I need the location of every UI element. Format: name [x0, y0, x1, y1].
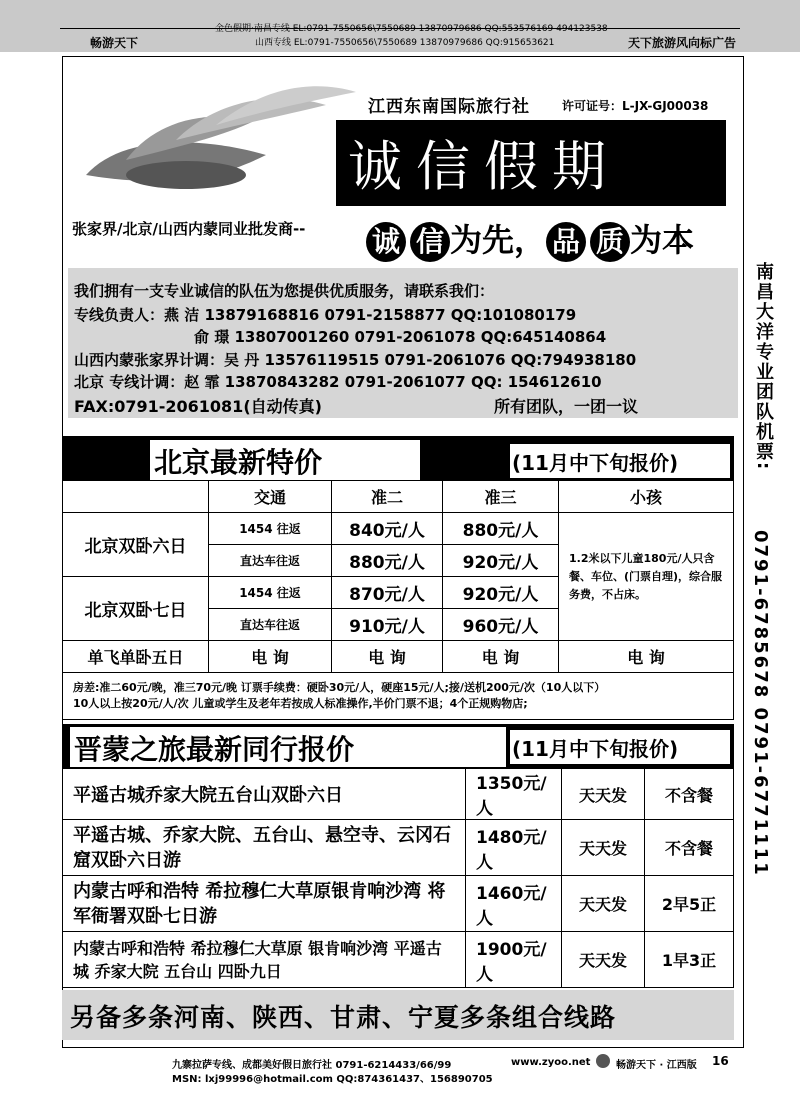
- contact-motto: 所有团队，一团一议: [494, 397, 639, 416]
- transport-cell: 1454 往返: [209, 513, 332, 545]
- beijing-notes: [63, 673, 734, 720]
- price-cell: 1350元/人: [466, 769, 562, 820]
- jinmeng-title: 晋蒙之旅最新同行报价: [74, 733, 355, 766]
- transport-cell: 1454 往返: [209, 577, 332, 609]
- price-cell: 910元/人: [332, 609, 443, 641]
- page-number: 16: [712, 1054, 729, 1068]
- wing-logo: [66, 80, 366, 210]
- price-cell: 960元/人: [443, 609, 559, 641]
- route-cell: 平遥古城、乔家大院、五台山、悬空寺、云冈石窟双卧六日游: [63, 820, 466, 876]
- beijing-period: (11月中下旬报价): [512, 451, 679, 475]
- inquire-cell: 电 询: [559, 641, 734, 673]
- contact-line1: 专线负责人：燕 洁 13879168816 0791-2158877 QQ:101080179: [74, 306, 577, 324]
- slogan-circle-2: 信: [410, 222, 450, 262]
- price-cell: 1480元/人: [466, 820, 562, 876]
- contact-line4: 北京 专线计调：赵 霏 13870843282 0791-2061077 QQ: 154612610: [74, 373, 602, 391]
- contact-fax: FAX:0791-2061081(自动传真): [74, 397, 322, 416]
- beijing-title: 北京最新特价: [154, 446, 323, 479]
- beijing-note1: 房差:准二60元/晚，准三70元/晚 订票手续费：硬卧30元/人，硬座15元/人;接/送机200元/次（10人以下）: [73, 681, 606, 694]
- freq-cell: 天天发: [562, 769, 645, 820]
- price-cell: 1460元/人: [466, 876, 562, 932]
- price-cell: 920元/人: [443, 577, 559, 609]
- jinmeng-period: (11月中下旬报价): [512, 737, 679, 761]
- contact-line3: 山西内蒙张家界计调：吴 丹 13576119515 0791-2061076 QQ:794938180: [74, 351, 637, 369]
- side-text-2: 0791-6785678 0791-6771111: [750, 530, 771, 877]
- footer-banner-text: 另备多条河南、陕西、甘肃、宁夏多条组合线路: [70, 1003, 617, 1032]
- price-cell: 920元/人: [443, 545, 559, 577]
- beijing-table: [62, 480, 734, 720]
- meal-cell: 不含餐: [645, 820, 734, 876]
- slogan-circle-1: 诚: [366, 222, 406, 262]
- brand-title: 诚信假期: [348, 135, 620, 198]
- meal-cell: 2早5正: [645, 876, 734, 932]
- header-right: 天下旅游风向标广告: [628, 36, 737, 50]
- header-p3: 准三: [443, 481, 559, 513]
- header-p2: 准二: [332, 481, 443, 513]
- slogan-circle-4: 质: [590, 222, 630, 262]
- jinmeng-table: [62, 768, 734, 988]
- header-left: 畅游天下: [90, 36, 139, 50]
- child-note: 1.2米以下儿童180元/人只含餐、车位、(门票自理)，综合服务费，不占床。: [559, 513, 734, 641]
- route-cell: 内蒙古呼和浩特 希拉穆仁大草原 银肯响沙湾 平遥古城 乔家大院 五台山 四卧九日: [63, 932, 466, 988]
- price-cell: 840元/人: [332, 513, 443, 545]
- meal-cell: 不含餐: [645, 769, 734, 820]
- transport-cell: 直达车往返: [209, 545, 332, 577]
- slogan-end: 为本: [630, 221, 695, 259]
- slogan: [366, 215, 694, 262]
- price-cell: 870元/人: [332, 577, 443, 609]
- row-label-7day: 北京双卧七日: [63, 577, 209, 641]
- agency-license: 许可证号：L-JX-GJ00038: [562, 99, 709, 113]
- inquire-cell: 电 询: [443, 641, 559, 673]
- bottom-line2: MSN: lxj99996@hotmail.com QQ:874361437、156890705: [172, 1074, 493, 1085]
- cell-empty: [63, 481, 209, 513]
- row-label-6day: 北京双卧六日: [63, 513, 209, 577]
- contact-intro: 我们拥有一支专业诚信的队伍为您提供优质服务，请联系我们：: [74, 282, 495, 300]
- beijing-note2: 10人以上按20元/人/次 儿童或学生及老年若按成人标准操作,半价门票不退；4个正规购物店;: [73, 697, 528, 710]
- row-label-5day: 单飞单卧五日: [63, 641, 209, 673]
- agency-name: 江西东南国际旅行社: [368, 97, 530, 117]
- slogan-mid: 为先，: [450, 221, 547, 259]
- brand-icon: [596, 1054, 610, 1068]
- price-cell: 1900元/人: [466, 932, 562, 988]
- route-cell: 内蒙古呼和浩特 希拉穆仁大草原银肯响沙湾 将军衙署双卧七日游: [63, 876, 466, 932]
- inquire-cell: 电 询: [209, 641, 332, 673]
- header-line2: 山西专线 EL:0791-7550656\7550689 13870979686 QQ:915653621: [255, 38, 555, 48]
- slogan-prefix: 张家界/北京/山西内蒙同业批发商--: [72, 220, 306, 238]
- header-line1: 金色假期·南昌专线 EL:0791-7550656\7550689 13870979686 QQ:553576169 494123538: [215, 24, 608, 34]
- contact-line2: 俞 璟 13807001260 0791-2061078 QQ:645140864: [194, 328, 607, 346]
- inquire-cell: 电 询: [332, 641, 443, 673]
- header-child: 小孩: [559, 481, 734, 513]
- side-text-1: 南昌大洋专业团队机票:: [753, 262, 774, 472]
- route-cell: 平遥古城乔家大院五台山双卧六日: [63, 769, 466, 820]
- slogan-circle-3: 品: [546, 222, 586, 262]
- freq-cell: 天天发: [562, 932, 645, 988]
- freq-cell: 天天发: [562, 876, 645, 932]
- price-cell: 880元/人: [443, 513, 559, 545]
- transport-cell: 直达车往返: [209, 609, 332, 641]
- bottom-url: www.zyoo.net: [511, 1057, 591, 1068]
- freq-cell: 天天发: [562, 820, 645, 876]
- bottom-brand: 畅游天下 · 江西版: [616, 1060, 697, 1071]
- meal-cell: 1早3正: [645, 932, 734, 988]
- header-transport: 交通: [209, 481, 332, 513]
- price-cell: 880元/人: [332, 545, 443, 577]
- bottom-line1: 九寨拉萨专线、成都美好假日旅行社 0791-6214433/66/99: [172, 1060, 452, 1071]
